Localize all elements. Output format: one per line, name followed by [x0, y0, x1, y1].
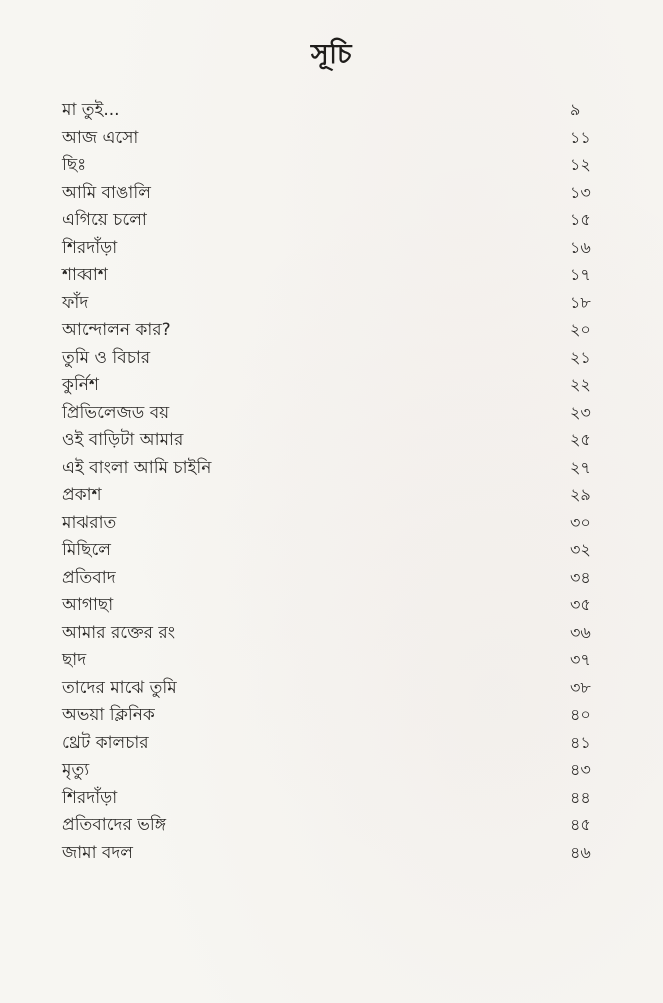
- toc-entry: [62, 619, 610, 647]
- toc-entry-title: থ্রেট কালচার: [62, 732, 149, 753]
- toc-entry: [62, 591, 610, 619]
- toc-entry-page: ৩০: [570, 512, 591, 532]
- toc-entry-page: ১৫: [570, 210, 591, 229]
- toc-entry-page: ২৫: [570, 430, 591, 449]
- toc-entry-title: তাদের মাঝে তুমি: [62, 677, 177, 698]
- toc-entry-title: মিছিলে: [62, 540, 111, 560]
- toc-entry: [62, 316, 610, 344]
- toc-entry-title: আন্দোলন কার?: [62, 320, 171, 340]
- toc-entry-title: শিরদাঁড়া: [62, 787, 118, 808]
- toc-entry: [62, 426, 610, 454]
- toc-entry: [62, 371, 610, 399]
- toc-entry: [62, 811, 610, 839]
- toc-entry: [62, 151, 610, 179]
- toc-entry-page: ১১: [570, 127, 591, 147]
- toc-entry-page: ৪১: [570, 732, 591, 752]
- toc-entry-title: কুর্নিশ: [62, 375, 99, 395]
- toc-entry-title: তুমি ও বিচার: [62, 347, 151, 368]
- toc-entry-page: ২৭: [570, 457, 591, 477]
- toc-entry-title: ওই বাড়িটা আমার: [62, 430, 184, 450]
- toc-entry-title: ছিঃ: [62, 155, 87, 175]
- toc-entry: [62, 674, 610, 702]
- toc-entry-title: প্রকাশ: [62, 485, 102, 505]
- toc-entry: [62, 564, 610, 592]
- toc-entry-title: এগিয়ে চলো: [62, 210, 147, 230]
- table-of-contents: [62, 96, 610, 866]
- toc-entry-page: ২১: [570, 347, 591, 367]
- toc-entry-title: অভয়া ক্লিনিক: [62, 705, 155, 725]
- toc-entry-title: ছাদ: [62, 650, 87, 670]
- toc-entry-title: মাঝরাত: [62, 512, 117, 533]
- toc-entry-page: ৪৬: [570, 842, 591, 862]
- toc-entry-page: ৪৩: [570, 760, 591, 779]
- toc-entry: [62, 784, 610, 812]
- toc-entry-page: ২৯: [570, 485, 591, 504]
- toc-entry-title: মৃত্যু: [62, 760, 90, 780]
- toc-entry-page: ৩৮: [570, 677, 591, 697]
- toc-entry-page: ৩৬: [570, 622, 591, 642]
- toc-entry: [62, 96, 610, 124]
- toc-entry-title: শিরদাঁড়া: [62, 237, 118, 258]
- toc-entry-title: প্রতিবাদের ভঙ্গি: [62, 815, 167, 835]
- toc-entry: [62, 509, 610, 537]
- toc-entry: [62, 124, 610, 152]
- toc-entry-page: ৩৭: [570, 650, 591, 669]
- toc-entry-page: ৪৪: [570, 787, 591, 807]
- toc-entry-title: প্রতিবাদ: [62, 567, 116, 588]
- toc-entry-page: ১২: [570, 155, 591, 174]
- toc-entry-page: ২২: [570, 375, 591, 394]
- toc-entry-title: আমি বাঙালি: [62, 182, 151, 203]
- toc-entry: [62, 839, 610, 867]
- toc-entry-title: আজ এসো: [62, 127, 139, 148]
- toc-entry-page: ১৮: [570, 292, 591, 312]
- toc-entry: [62, 701, 610, 729]
- toc-entry-page: ২৩: [570, 402, 591, 422]
- toc-entry-title: জামা বদল: [62, 842, 133, 863]
- toc-entry-page: ৯: [570, 100, 581, 119]
- page-title: সূচি: [310, 39, 353, 70]
- toc-entry-page: ১৩: [570, 182, 591, 202]
- toc-entry-page: ১৬: [570, 237, 591, 257]
- toc-entry-title: আগাছা: [62, 595, 114, 615]
- toc-entry-page: ৪৫: [570, 815, 591, 834]
- toc-entry-page: ৪০: [570, 705, 591, 724]
- toc-entry: [62, 481, 610, 509]
- toc-entry: [62, 261, 610, 289]
- toc-entry: [62, 646, 610, 674]
- toc-entry: [62, 536, 610, 564]
- toc-entry-page: ৩৪: [570, 567, 591, 587]
- toc-entry-title: প্রিভিলেজড বয়: [62, 402, 170, 423]
- toc-entry-title: মা তুই...: [62, 100, 120, 120]
- toc-entry-page: ২০: [570, 320, 591, 339]
- toc-entry: [62, 344, 610, 372]
- toc-entry: [62, 454, 610, 482]
- toc-entry: [62, 399, 610, 427]
- toc-entry: [62, 289, 610, 317]
- toc-entry: [62, 179, 610, 207]
- toc-entry: [62, 234, 610, 262]
- toc-entry-title: ফাঁদ: [62, 292, 89, 313]
- toc-entry: [62, 206, 610, 234]
- toc-entry-page: ১৭: [570, 265, 591, 284]
- toc-entry-page: ৩২: [570, 540, 591, 559]
- toc-entry-title: এই বাংলা আমি চাইনি: [62, 457, 212, 478]
- toc-entry-title: শাব্বাশ: [62, 265, 108, 285]
- toc-entry-page: ৩৫: [570, 595, 591, 614]
- toc-entry: [62, 729, 610, 757]
- toc-entry-title: আমার রক্তের রং: [62, 622, 176, 643]
- toc-entry: [62, 756, 610, 784]
